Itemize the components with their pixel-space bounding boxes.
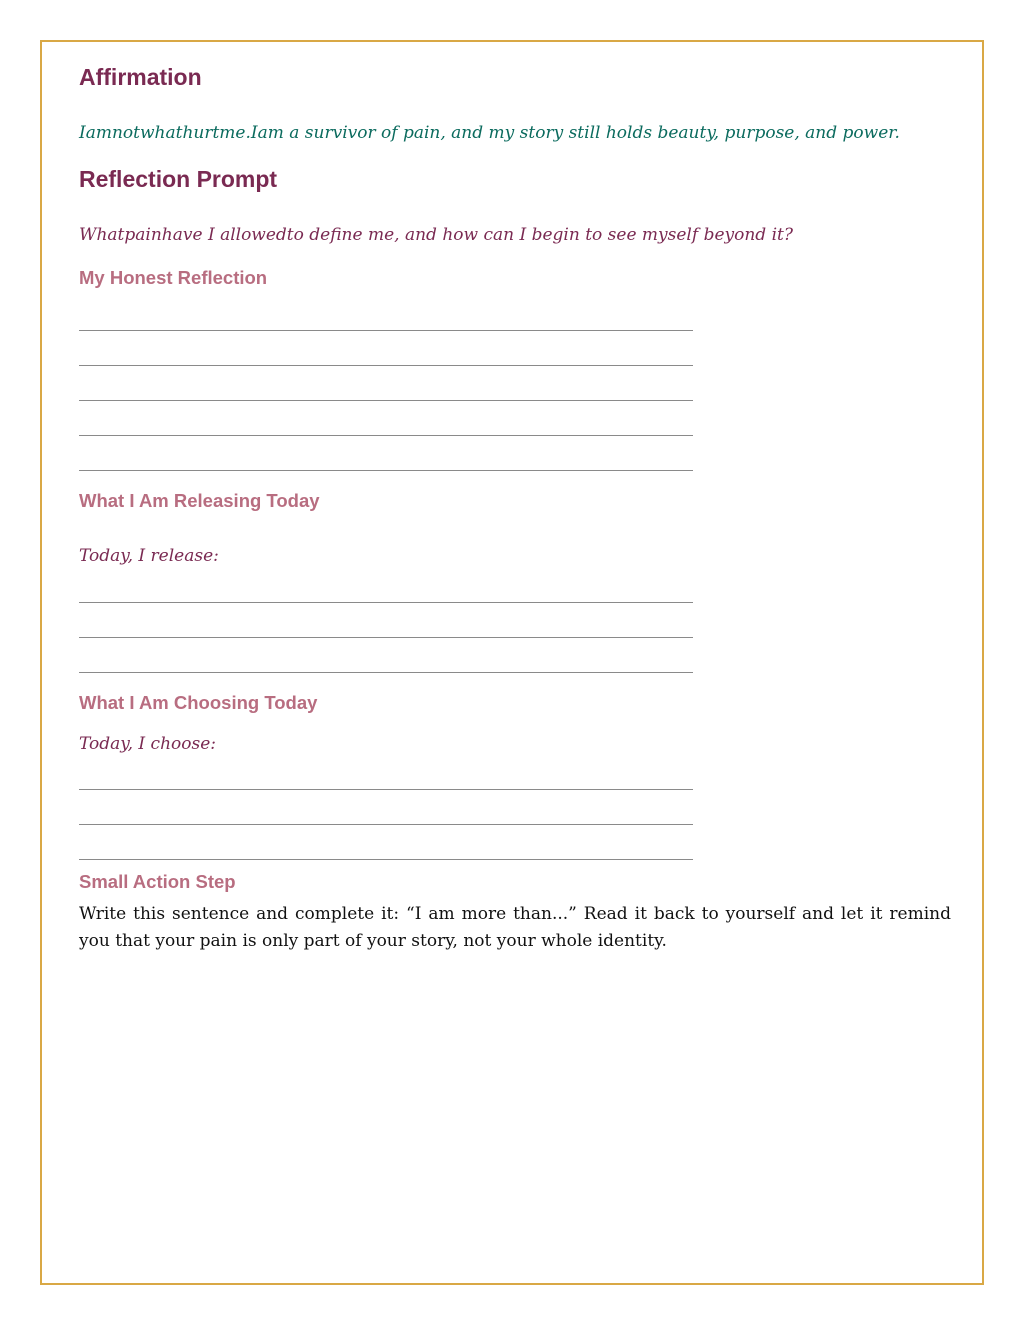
honest-reflection-heading: My Honest Reflection	[79, 267, 268, 288]
affirmation-heading: Affirmation	[79, 64, 202, 90]
reflection-prompt-heading: Reflection Prompt	[79, 166, 278, 192]
affirmation-text: Iamnotwhathurtme.Iam a survivor of pain, and my story still holds beauty, purpose, and power.	[79, 123, 900, 143]
reflection-writing-line[interactable]	[79, 330, 693, 331]
choose-writing-line[interactable]	[79, 789, 693, 790]
release-writing-line[interactable]	[79, 637, 693, 638]
choosing-heading: What I Am Choosing Today	[79, 692, 318, 713]
action-step-text: Write this sentence and complete it: “I am more than...” Read it back to yourself and let it remind you that your pain is only part of your story, not your whole identity.	[79, 904, 951, 951]
releasing-prompt: Today, I release:	[79, 546, 219, 566]
release-writing-line[interactable]	[79, 672, 693, 673]
choose-writing-line[interactable]	[79, 824, 693, 825]
reflection-prompt-text: Whatpainhave I allowedto define me, and how can I begin to see myself beyond it?	[79, 225, 793, 245]
releasing-heading: What I Am Releasing Today	[79, 490, 320, 511]
release-writing-line[interactable]	[79, 602, 693, 603]
action-step-heading: Small Action Step	[79, 871, 236, 892]
reflection-writing-line[interactable]	[79, 470, 693, 471]
reflection-writing-line[interactable]	[79, 400, 693, 401]
reflection-writing-line[interactable]	[79, 435, 693, 436]
reflection-writing-line[interactable]	[79, 365, 693, 366]
choosing-prompt: Today, I choose:	[79, 734, 216, 754]
choose-writing-line[interactable]	[79, 859, 693, 860]
